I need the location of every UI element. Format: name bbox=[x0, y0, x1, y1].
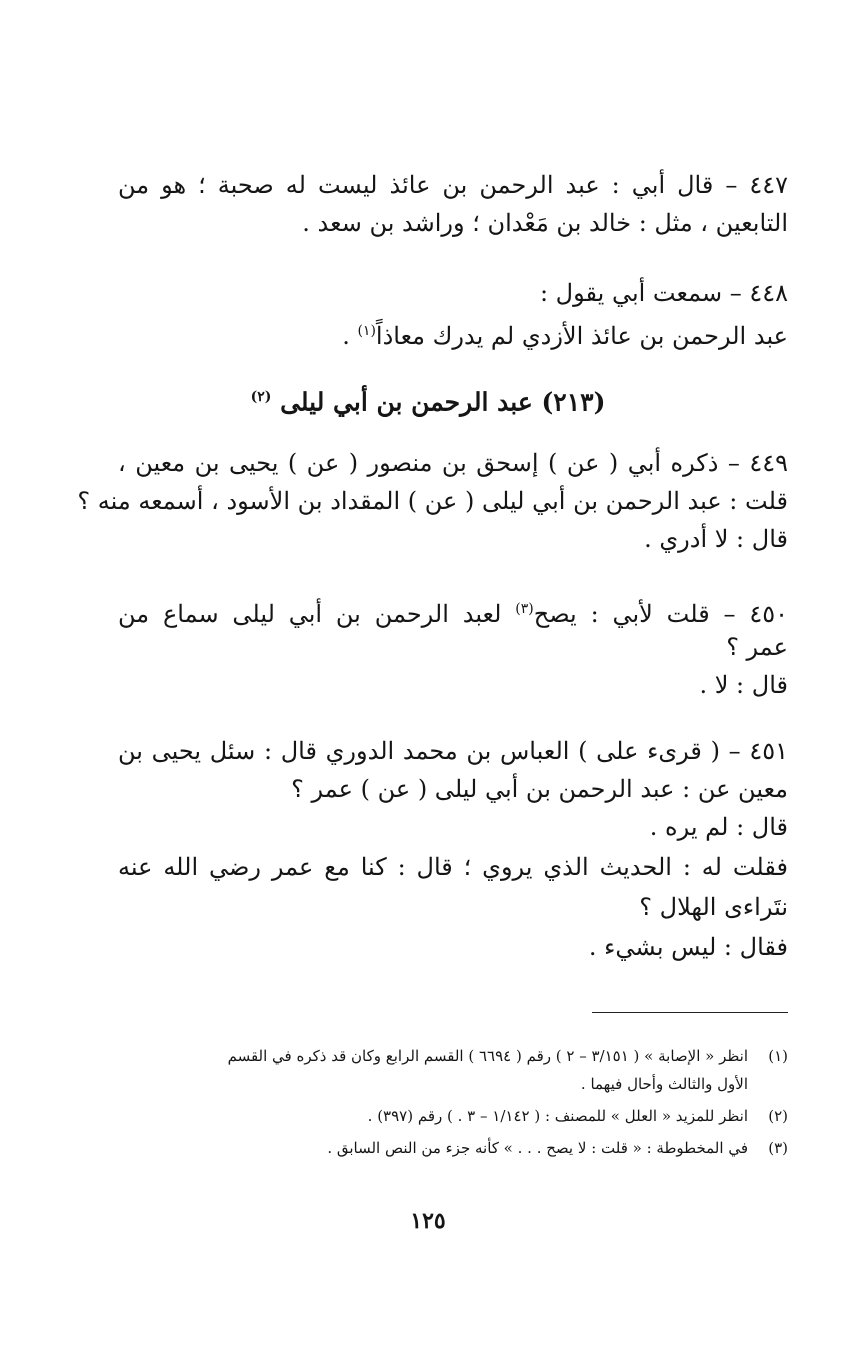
entry-451-line-5: نتَراءى الهلال ؟ bbox=[639, 893, 788, 921]
entry-451-line-6: فقال : ليس بشيء . bbox=[588, 933, 788, 961]
entry-451-line-2: معين عن : عبد الرحمن بن أبي ليلى ( عن ) عمر ؟ bbox=[291, 775, 788, 803]
entry-450-line-2: عمر ؟ bbox=[726, 633, 788, 661]
footnote-3-text: في المخطوطة : « قلت : لا يصح . . . » كأنه جزء من النص السابق . bbox=[327, 1139, 748, 1157]
footnote-1-line-2: الأول والثالث وأحال فيهما . bbox=[580, 1075, 748, 1093]
footnote-3-line-1 bbox=[118, 1136, 788, 1160]
entry-448-line-1: ٤٤٨ – سمعت أبي يقول : bbox=[539, 279, 788, 307]
section-heading bbox=[118, 380, 738, 419]
entry-450-text-b: لعبد الرحمن بن أبي ليلى سماع من bbox=[118, 600, 516, 628]
entry-451-line-1: ٤٥١ – ( قرىء على ) العباس بن محمد الدوري قال : سئل يحيى بن bbox=[118, 737, 788, 765]
entry-449-line-2: قلت : عبد الرحمن بن أبي ليلى ( عن ) المقداد بن الأسود ، أسمعه منه ؟ bbox=[77, 487, 788, 515]
footnote-1-number: (١) bbox=[768, 1047, 788, 1065]
entry-451-line-3: قال : لم يره . bbox=[649, 813, 788, 841]
footnote-1-text: انظر « الإصابة » ( ٣/١٥١ – ٢ ) رقم ( ٦٦٩٤ ) القسم الرابع وكان قد ذكره في القسم bbox=[227, 1047, 748, 1065]
page-number: ١٢٥ bbox=[410, 1208, 446, 1234]
footnote-1-line-1 bbox=[118, 1044, 788, 1068]
entry-450-line-1 bbox=[118, 592, 788, 631]
footnote-2-number: (٢) bbox=[768, 1107, 788, 1125]
entry-448-tail: . bbox=[342, 322, 358, 350]
entry-447-line-2: التابعين ، مثل : خالد بن مَعْدان ؛ وراشد بن سعد . bbox=[302, 209, 788, 237]
entry-449-line-1: ٤٤٩ – ذكره أبي ( عن ) إسحق بن منصور ( عن ) يحيى بن معين ، bbox=[118, 449, 788, 477]
footnote-ref-1: (١) bbox=[357, 323, 376, 339]
entry-450-line-3: قال : لا . bbox=[699, 671, 788, 699]
footnote-2-text: انظر للمزيد « العلل » للمصنف : ( ١/١٤٢ – ٣ . ) رقم (٣٩٧) . bbox=[367, 1107, 748, 1125]
footnote-separator bbox=[592, 1012, 788, 1013]
entry-447-line-1: ٤٤٧ – قال أبي : عبد الرحمن بن عائذ ليست له صحبة ؛ هو من bbox=[118, 171, 788, 199]
entry-451-line-4: فقلت له : الحديث الذي يروي ؛ قال : كنا مع عمر رضي الله عنه bbox=[118, 853, 788, 881]
heading-text: (٢١٣) عبد الرحمن بن أبي ليلى bbox=[280, 387, 606, 417]
footnote-2-line-1 bbox=[118, 1104, 788, 1128]
entry-449-line-3: قال : لا أدري . bbox=[644, 525, 788, 553]
footnote-3-number: (٣) bbox=[768, 1139, 788, 1157]
footnote-ref-3: (٣) bbox=[515, 601, 534, 617]
entry-450-text-a: ٤٥٠ – قلت لأبي : يصح bbox=[533, 600, 788, 628]
entry-448-line-2 bbox=[118, 314, 788, 353]
footnote-ref-2: (٢) bbox=[250, 389, 272, 405]
entry-448-text: عبد الرحمن بن عائذ الأزدي لم يدرك معاذاً bbox=[375, 322, 788, 350]
